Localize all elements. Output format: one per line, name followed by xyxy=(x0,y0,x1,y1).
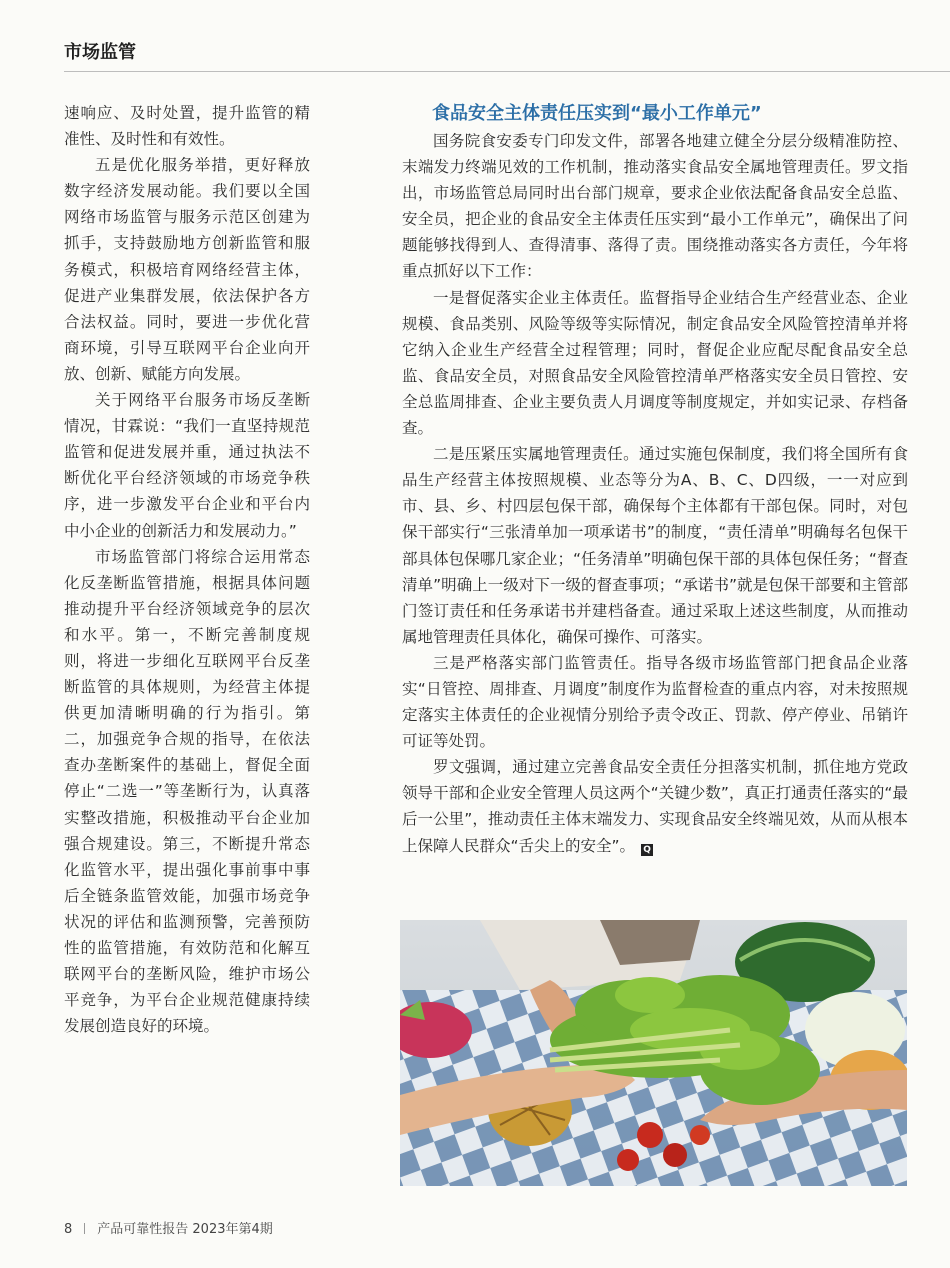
page-number: 8 xyxy=(64,1222,73,1237)
paragraph-text: 罗文强调，通过建立完善食品安全责任分担落实机制，抓住地方党政领导干部和企业安全管理人员这两个“关键少数”，真正打通责任落实的“最后一公里”，推动责任主体末端发力、实现食品安全终端见效，从而从根本上保障人民群众“舌尖上的安全”。 xyxy=(402,758,908,855)
right-column xyxy=(402,100,908,859)
paragraph: 关于网络平台服务市场反垄断情况，甘霖说：“我们一直坚持规范监管和促进发展并重，通过执法不断优化平台经济领域的市场竞争秩序，进一步激发平台企业和平台内中小企业的创新活力和发展动力。” xyxy=(64,391,310,540)
footer-divider xyxy=(84,1223,85,1234)
paragraph: 一是督促落实企业主体责任。监督指导企业结合生产经营业态、企业规模、食品类别、风险等级等实际情况，制定食品安全风险管控清单并将它纳入企业生产经营全过程管理；同时，督促企业应配尽配食品安全总监、食品安全员，对照食品安全风险管控清单严格落实安全员日管控、安全总监周排查、企业主要负责人月调度等制度规定，并如实记录、存档备查。 xyxy=(402,288,908,438)
paragraph: 国务院食安委专门印发文件，部署各地建立健全分层分级精准防控、末端发力终端见效的工作机制，推动落实食品安全属地管理责任。罗文指出，市场监管总局同时出台部门规章，要求企业依法配备食品安全总监、安全员，把企业的食品安全主体责任压实到“最小工作单元”，确保出了问题能够找得到人、查得清事、落得了责。围绕推动落实各方责任，今年将重点抓好以下工作： xyxy=(402,132,908,281)
page-footer xyxy=(64,1218,273,1237)
paragraph: 市场监管部门将综合运用常态化反垄断监管措施，根据具体问题推动提升平台经济领域竞争的层次和水平。第一，不断完善制度规则，将进一步细化互联网平台反垄断监管的具体规则，为经营主体提供更加清晰明确的行为指引。第二，加强竞争合规的指导，在依法查办垄断案件的基础上，督促全面停止“二选一”等垄断行为，认真落实整改措施，积极推动平台企业加强合规建设。第三，不断提升常态化监管水平，提出强化事前事中事后全链条监管效能，加强市场竞争状况的评估和监测预警，完善预防性的监管措施，有效防范和化解互联网平台的垄断风险，维护市场公平竞争，为平台企业规范健康持续发展创造良好的环境。 xyxy=(64,547,310,1036)
publication-name: 产品可靠性报告 2023年第4期 xyxy=(97,1222,273,1237)
article-subheading: 食品安全主体责任压实到“最小工作单元” xyxy=(432,103,762,124)
paragraph: 二是压紧压实属地管理责任。通过实施包保制度，我们将全国所有食品生产经营主体按照规模、业态等分为A、B、C、D四级，一一对应到市、县、乡、村四层包保干部，确保每个主体都有干部包保。同时，对包保干部实行“三张清单加一项承诺书”的制度，“责任清单”明确每名包保干部具体包保哪几家企业；“任务清单”明确包保干部的具体包保任务；“督查清单”明确上一级对下一级的督查事项；“承诺书”就是包保干部要和主管部门签订责任和任务承诺书并建档备查。通过采取上述这些制度，从而推动属地管理责任具体化，确保可操作、可落实。 xyxy=(402,445,908,646)
vegetable-photo xyxy=(400,920,907,1186)
paragraph: 三是严格落实部门监管责任。指导各级市场监管部门把食品企业落实“日管控、周排查、月调度”制度作为监督检查的重点内容，对未按照规定落实主体责任的企业视情分别给予责令改正、罚款、停产停业、吊销许可证等处罚。 xyxy=(402,653,908,751)
header-divider xyxy=(64,71,950,72)
section-title: 市场监管 xyxy=(64,42,136,63)
paragraph: 五是优化服务举措，更好释放数字经济发展动能。我们要以全国网络市场监管与服务示范区创建为抓手，支持鼓励地方创新监管和服务模式，积极培育网络经营主体，促进产业集群发展，依法保护各方合法权益。同时，要进一步优化营商环境，引导互联网平台企业向开放、创新、赋能方向发展。 xyxy=(64,156,310,383)
left-column xyxy=(64,100,310,1039)
paragraph-with-end-mark xyxy=(402,754,908,858)
vegetable-illustration xyxy=(400,920,907,1186)
paragraph: 速响应、及时处置，提升监管的精准性、及时性和有效性。 xyxy=(64,104,310,149)
end-mark-icon: Q xyxy=(641,844,653,856)
